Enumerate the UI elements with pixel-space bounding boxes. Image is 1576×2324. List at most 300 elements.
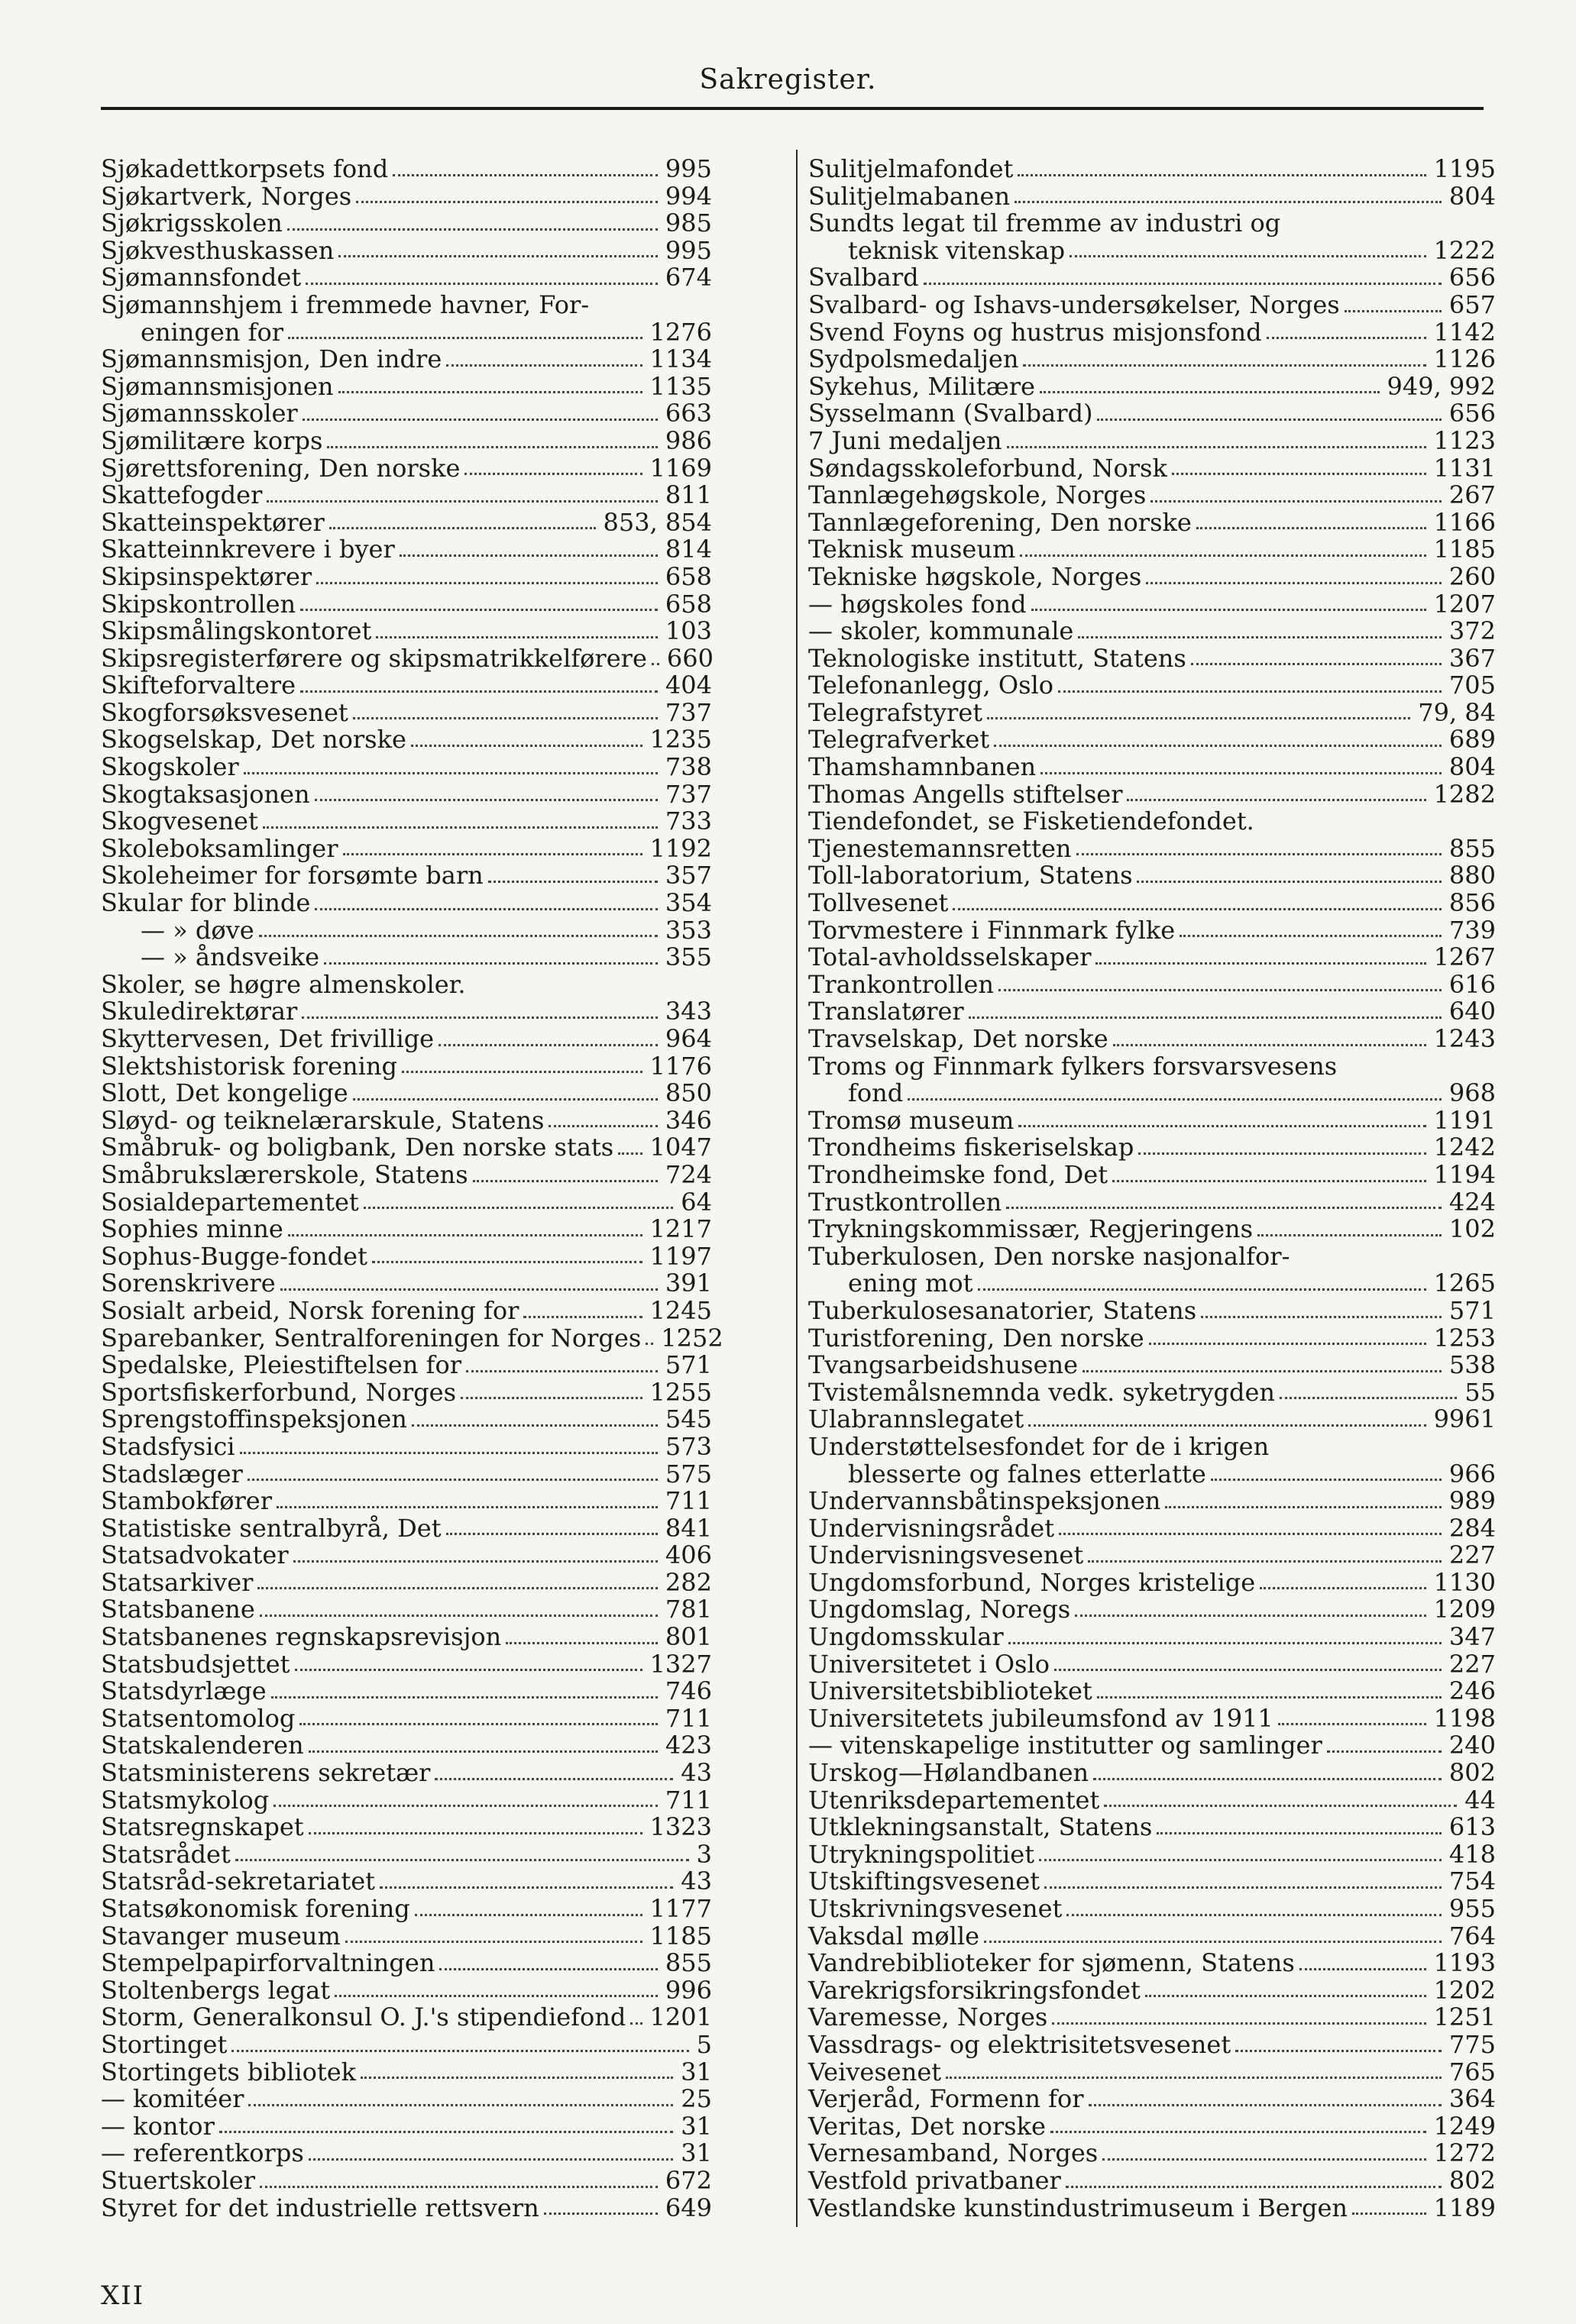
entry-page: 31 (681, 2111, 712, 2141)
dot-leader (1015, 201, 1442, 203)
dot-leader (1018, 174, 1426, 176)
entry-text: — vitenskapelige institutter og samlinger (808, 1731, 1322, 1760)
dot-leader (380, 1886, 673, 1889)
dot-leader (393, 174, 658, 176)
index-entry (101, 1134, 712, 1162)
index-entry (808, 754, 1496, 781)
index-entry (808, 1651, 1496, 1679)
index-entry (101, 1787, 712, 1815)
dot-leader (953, 908, 1442, 910)
dot-leader (1180, 935, 1442, 937)
entry-page: 1194 (1433, 1159, 1496, 1189)
entry-text: Utklekningsanstalt, Statens (808, 1812, 1153, 1842)
dot-leader (1146, 582, 1442, 584)
entry-text: Varemesse, Norges (808, 2002, 1048, 2032)
dot-leader (1196, 527, 1426, 529)
index-entry (101, 1461, 712, 1488)
dot-leader (1018, 1125, 1426, 1127)
index-entry (808, 235, 1496, 265)
entry-page: 880 (1448, 861, 1496, 890)
dot-leader (506, 1642, 658, 1644)
entry-page: 660 (666, 643, 714, 673)
entry-text: Telegrafverket (808, 725, 990, 755)
entry-text: Utrykningspolitiet (808, 1839, 1035, 1869)
entry-page: 346 (665, 1105, 712, 1135)
dot-leader (473, 1180, 658, 1182)
dot-leader (315, 799, 658, 801)
dot-leader (1039, 1859, 1442, 1861)
entry-text: Skuledirektørar (101, 997, 298, 1026)
entry-page: 674 (665, 263, 712, 293)
entry-page: 284 (1448, 1513, 1496, 1543)
dot-leader (618, 1152, 642, 1155)
dot-leader (400, 554, 658, 557)
entry-text: Sorenskrivere (101, 1269, 276, 1298)
index-entry (808, 2113, 1496, 2141)
dot-leader (1278, 1723, 1426, 1725)
index-entry (101, 561, 712, 591)
entry-page: 1197 (649, 1241, 712, 1271)
entry-page: 746 (665, 1676, 712, 1706)
index-entry (808, 319, 1496, 347)
dot-leader (1044, 1886, 1442, 1889)
entry-page: 1126 (1433, 344, 1496, 374)
dot-leader (446, 364, 642, 367)
index-entry (101, 210, 712, 238)
dot-leader (263, 826, 658, 829)
entry-page: 853, 854 (603, 507, 712, 537)
index-entry (101, 1896, 712, 1923)
entry-page: 1272 (1433, 2138, 1496, 2168)
entry-text: Torvmestere i Finnmark fylke (808, 915, 1176, 945)
entry-text: eningen for (141, 317, 283, 347)
entry-page: 814 (665, 535, 712, 564)
entry-page: 1198 (1433, 1703, 1496, 1733)
index-entry (808, 1596, 1496, 1624)
index-entry (101, 833, 712, 863)
entry-page: 575 (665, 1459, 712, 1488)
entry-text: Thamshamnbanen (808, 752, 1037, 782)
index-entry (808, 1841, 1496, 1869)
entry-text: Trondheimske fond, Det (808, 1159, 1108, 1189)
index-entry (101, 1379, 712, 1407)
index-entry (101, 1026, 712, 1053)
index-entry (808, 1159, 1496, 1189)
entry-page: 765 (1448, 2057, 1496, 2086)
entry-page: 246 (1448, 1676, 1496, 1706)
index-column-right (808, 156, 1496, 2222)
entry-text: Trustkontrollen (808, 1187, 1002, 1217)
entry-text: ening mot (848, 1269, 973, 1298)
entry-page: 367 (1448, 643, 1496, 673)
dot-leader (435, 1778, 673, 1780)
dot-leader (1191, 663, 1442, 665)
entry-text: blesserte og falnes etterlatte (848, 1459, 1206, 1488)
index-entry (101, 890, 712, 917)
index-entry (101, 1841, 712, 1869)
index-entry (808, 2031, 1496, 2059)
entry-page: 1267 (1433, 942, 1496, 972)
dot-leader (1023, 364, 1426, 367)
entry-text: Skifteforvaltere (101, 671, 296, 700)
index-entry (101, 1270, 712, 1298)
dot-leader (1028, 1424, 1426, 1427)
entry-text: Sydpolsmedaljen (808, 344, 1019, 374)
entry-text: Universitetsbiblioteket (808, 1676, 1092, 1706)
entry-text: Sophies minne (101, 1214, 283, 1244)
dot-leader (329, 527, 596, 529)
index-entry (808, 726, 1496, 754)
index-entry (101, 1107, 712, 1135)
entry-text: Stadslæger (101, 1459, 243, 1488)
entry-page: 227 (1448, 1540, 1496, 1570)
dot-leader (1008, 1642, 1442, 1644)
entry-text: Statsråd-sekretariatet (101, 1867, 375, 1896)
entry-page: 3 (696, 1839, 712, 1869)
entry-text: Sløyd- og teiknelærarskule, Statens (101, 1105, 545, 1135)
entry-page: 5 (696, 2029, 712, 2059)
page-number: XII (101, 2280, 145, 2311)
entry-text: Statsrådet (101, 1839, 231, 1869)
entry-text: Skogselskap, Det norske (101, 725, 406, 755)
dot-leader (523, 1316, 642, 1318)
dot-leader (273, 1805, 658, 1807)
entry-page: 102 (1448, 1214, 1496, 1244)
dot-leader (1066, 1914, 1442, 1916)
index-entry (101, 781, 712, 809)
entry-page: 1189 (1433, 2193, 1496, 2222)
entry-text: Undervannsbåtinspeksjonen (808, 1486, 1161, 1516)
dot-leader (1104, 1805, 1457, 1807)
index-entry (101, 425, 712, 455)
index-entry (808, 1569, 1496, 1597)
index-entry (808, 1488, 1496, 1515)
dot-leader (987, 717, 1410, 719)
entry-text: Toll-laboratorium, Statens (808, 861, 1133, 890)
entry-text: Sjømilitære korps (101, 425, 323, 455)
dot-leader (353, 717, 658, 719)
dot-leader (376, 636, 658, 638)
dot-leader (984, 1941, 1442, 1943)
dot-leader (466, 1370, 658, 1372)
entry-page: 103 (665, 616, 712, 646)
index-entry (101, 482, 712, 509)
entry-page: 1207 (1433, 589, 1496, 619)
entry-page: 672 (665, 2165, 712, 2195)
dot-leader (293, 1560, 658, 1563)
index-entry (808, 971, 1496, 999)
entry-page: 724 (665, 1159, 712, 1189)
entry-text: Varekrigsforsikringsfondet (808, 1975, 1141, 2005)
dot-leader (248, 1479, 658, 1481)
index-entry (808, 289, 1496, 319)
entry-text: Skipsregisterførere og skipsmatrikkelførere (101, 643, 647, 673)
dot-leader (338, 255, 658, 257)
index-entry (808, 183, 1496, 211)
dot-leader (1267, 337, 1426, 339)
index-entry (808, 1787, 1496, 1815)
index-entry (101, 1760, 712, 1787)
dot-leader (998, 989, 1442, 991)
entry-page: 1323 (649, 1812, 712, 1842)
index-entry (101, 2167, 712, 2195)
entry-page: 43 (681, 1867, 712, 1896)
entry-text: Statsbanenes regnskapsrevisjon (101, 1622, 502, 1652)
entry-page: 1135 (649, 371, 712, 401)
dot-leader (299, 1723, 658, 1725)
entry-text: Skatteinnkrevere i byer (101, 535, 395, 564)
entry-page: 656 (1448, 399, 1496, 428)
entry-text: Stavanger museum (101, 1921, 341, 1951)
entry-text: Vassdrags- og elektrisitetsvesenet (808, 2029, 1231, 2059)
index-entry (101, 917, 712, 945)
entry-text: Ungdomsforbund, Norges kristelige (808, 1567, 1256, 1597)
entry-page: 1282 (1433, 779, 1496, 809)
entry-text: Undervisningsvesenet (808, 1540, 1084, 1570)
entry-page: 571 (1448, 1295, 1496, 1325)
entry-page: 995 (665, 235, 712, 265)
entry-text: Tuberkulosesanatorier, Statens (808, 1295, 1197, 1325)
entry-page: 267 (1448, 480, 1496, 510)
index-entry (808, 1406, 1496, 1434)
index-entry (808, 1080, 1496, 1107)
entry-text: Sosialt arbeid, Norsk forening for (101, 1295, 519, 1325)
index-entry (808, 2004, 1496, 2031)
entry-text: Telegrafstyret (808, 697, 983, 727)
entry-page: 966 (1448, 1459, 1496, 1488)
dot-leader (1235, 2050, 1442, 2052)
entry-text: Svend Foyns og hustrus misjonsfond (808, 317, 1262, 347)
entry-text: Ungdomslag, Noregs (808, 1595, 1071, 1624)
index-entry (101, 1323, 723, 1353)
entry-page: 705 (1448, 671, 1496, 700)
entry-page: 616 (1448, 969, 1496, 999)
entry-page: 1047 (649, 1133, 712, 1162)
entry-text: Skattefogder (101, 480, 263, 510)
index-entry (101, 1732, 712, 1760)
entry-text: Ulabrannslegatet (808, 1404, 1024, 1434)
index-entry (101, 235, 712, 265)
entry-page: 1142 (1433, 317, 1496, 347)
entry-text: Stortinget (101, 2029, 228, 2059)
entry-page: 754 (1448, 1867, 1496, 1896)
entry-page: 804 (1448, 181, 1496, 211)
entry-text: Tromsø museum (808, 1105, 1015, 1135)
entry-text: fond (848, 1078, 904, 1108)
entry-text: Sjømannshjem i fremmede havner, For- (101, 289, 590, 319)
dot-leader (300, 609, 658, 611)
entry-text: Svalbard (808, 263, 919, 293)
dot-leader (439, 1968, 657, 1970)
entry-text: Sjømannsmisjon, Den indre (101, 344, 442, 374)
dot-leader (231, 2050, 688, 2052)
dot-leader (978, 1288, 1426, 1291)
entry-text: — » døve (141, 915, 254, 945)
index-entry (808, 1107, 1496, 1135)
entry-page: 9961 (1433, 1404, 1496, 1434)
entry-page: 354 (665, 888, 712, 918)
entry-text: Veritas, Det norske (808, 2111, 1046, 2141)
dot-leader (411, 745, 642, 747)
entry-text: Skogskoler (101, 752, 239, 782)
dot-leader (1211, 1479, 1442, 1481)
dot-leader (488, 881, 658, 883)
dot-leader (1058, 690, 1442, 693)
dot-leader (461, 1397, 642, 1399)
entry-text: Skoler, se høgre almenskoler. (101, 969, 466, 999)
index-column-left (101, 154, 723, 2222)
entry-text: Statistiske sentralbyrå, Det (101, 1513, 442, 1543)
entry-page: 1176 (649, 1051, 712, 1081)
index-entry (808, 1977, 1496, 2005)
dot-leader (327, 446, 658, 448)
entry-text: Styret for det industrielle rettsvern (101, 2193, 539, 2222)
entry-text: Tekniske høgskole, Norges (808, 561, 1142, 591)
dot-leader (1257, 1234, 1442, 1236)
dot-leader (338, 391, 642, 393)
entry-page: 423 (665, 1731, 712, 1760)
index-entry (808, 346, 1496, 373)
dot-leader (1299, 1968, 1426, 1970)
index-entry (808, 781, 1496, 809)
entry-page: 949, 992 (1387, 371, 1496, 401)
entry-text: — skoler, kommunale (808, 616, 1074, 646)
index-entry (101, 509, 712, 537)
entry-page: 282 (665, 1567, 712, 1597)
entry-page: 406 (665, 1540, 712, 1570)
entry-page: 986 (665, 425, 712, 455)
dot-leader (412, 1424, 658, 1427)
dot-leader (1102, 2158, 1426, 2161)
entry-text: Vestlandske kunstindustrimuseum i Bergen (808, 2193, 1348, 2222)
entry-text: Tollvesenet (808, 888, 949, 918)
index-entry (808, 1950, 1496, 1977)
dot-leader (287, 228, 658, 231)
dot-leader (1280, 1397, 1457, 1399)
entry-text: Utskiftingsvesenet (808, 1867, 1040, 1896)
index-entry (101, 1596, 712, 1624)
index-entry (808, 1379, 1496, 1407)
index-entry (101, 672, 712, 700)
dot-leader (235, 1859, 689, 1861)
index-entry (101, 862, 712, 890)
index-entry (808, 1352, 1496, 1379)
index-entry (808, 1134, 1496, 1162)
index-entry (101, 455, 712, 483)
entry-page: 1217 (649, 1214, 712, 1244)
dot-leader (315, 908, 658, 910)
index-entry (808, 455, 1496, 483)
entry-page: 738 (665, 752, 712, 782)
entry-text: Statsadvokater (101, 1540, 289, 1570)
entry-text: Sjøkrigsskolen (101, 208, 283, 238)
dot-leader (1260, 1587, 1426, 1589)
entry-text: — høgskoles fond (808, 589, 1027, 619)
dot-leader (240, 1452, 658, 1454)
dot-leader (306, 283, 658, 285)
entry-page: 573 (665, 1431, 712, 1461)
entry-page: 711 (665, 1486, 712, 1516)
entry-text: Thomas Angells stiftelser (808, 779, 1123, 809)
entry-page: 43 (681, 1758, 712, 1788)
entry-page: 260 (1448, 561, 1496, 591)
index-entry (808, 1431, 1496, 1461)
entry-page: 1253 (1433, 1323, 1496, 1353)
index-entry (101, 1243, 712, 1271)
index-entry (101, 1923, 712, 1951)
index-entry (808, 509, 1496, 537)
dot-leader (908, 1098, 1442, 1101)
dot-leader (302, 1017, 658, 1019)
entry-page: 1252 (661, 1323, 723, 1353)
entry-page: 545 (665, 1404, 712, 1434)
dot-leader (1006, 1207, 1442, 1209)
entry-text: Travselskap, Det norske (808, 1024, 1108, 1053)
entry-page: 343 (665, 997, 712, 1026)
entry-page: 64 (681, 1187, 712, 1217)
index-entry (101, 1053, 712, 1081)
entry-page: 1327 (649, 1649, 712, 1679)
dot-leader (1113, 1044, 1426, 1046)
dot-leader (438, 1044, 658, 1046)
dot-leader (1059, 1533, 1442, 1535)
entry-text: Tvangsarbeidshusene (808, 1350, 1079, 1380)
entry-text: Universitetet i Oslo (808, 1649, 1050, 1679)
entry-page: 1191 (1433, 1105, 1496, 1135)
dot-leader (267, 500, 658, 503)
entry-text: Skogforsøksvesenet (101, 697, 348, 727)
entry-text: Skipsinspektører (101, 561, 312, 591)
entry-page: 1192 (649, 833, 712, 863)
dot-leader (1075, 1615, 1426, 1617)
entry-text: Sportsfiskerforbund, Norges (101, 1377, 456, 1407)
entry-text: Småbrukslærerskole, Statens (101, 1159, 468, 1189)
dot-leader (1345, 310, 1442, 312)
dot-leader (1137, 881, 1441, 883)
dot-leader (1150, 500, 1442, 503)
entry-page: 1166 (1433, 507, 1496, 537)
dot-leader (1052, 2022, 1426, 2025)
entry-text: Statsentomolog (101, 1703, 296, 1733)
dot-leader (1157, 1832, 1442, 1834)
entry-text: Sulitjelmabanen (808, 181, 1011, 211)
entry-text: Understøttelsesfondet for de i krigen (808, 1431, 1270, 1461)
index-entry (101, 289, 712, 319)
index-entry (808, 210, 1496, 238)
entry-page: 44 (1464, 1785, 1496, 1815)
entry-text: Statsøkonomisk forening (101, 1894, 410, 1923)
index-entry (101, 808, 712, 836)
entry-page: 989 (1448, 1486, 1496, 1516)
dot-leader (544, 2212, 658, 2215)
dot-leader (324, 962, 658, 965)
index-entry (101, 536, 712, 564)
entry-text: Statsbudsjettet (101, 1649, 290, 1679)
entry-text: Sjøkadettkorpsets fond (101, 154, 389, 183)
dot-leader (303, 419, 658, 421)
dot-leader (353, 1098, 658, 1101)
entry-text: Troms og Finnmark fylkers forsvarsvesens (808, 1051, 1338, 1081)
entry-page: 355 (665, 942, 712, 972)
dot-leader (1145, 1995, 1426, 1997)
dot-leader (343, 853, 642, 855)
entry-text: Statsmykolog (101, 1785, 270, 1815)
entry-page: 31 (681, 2138, 712, 2168)
dot-leader (288, 1234, 642, 1236)
entry-page: 995 (665, 154, 712, 183)
entry-page: 802 (1448, 1758, 1496, 1788)
entry-page: 1201 (649, 2002, 712, 2032)
